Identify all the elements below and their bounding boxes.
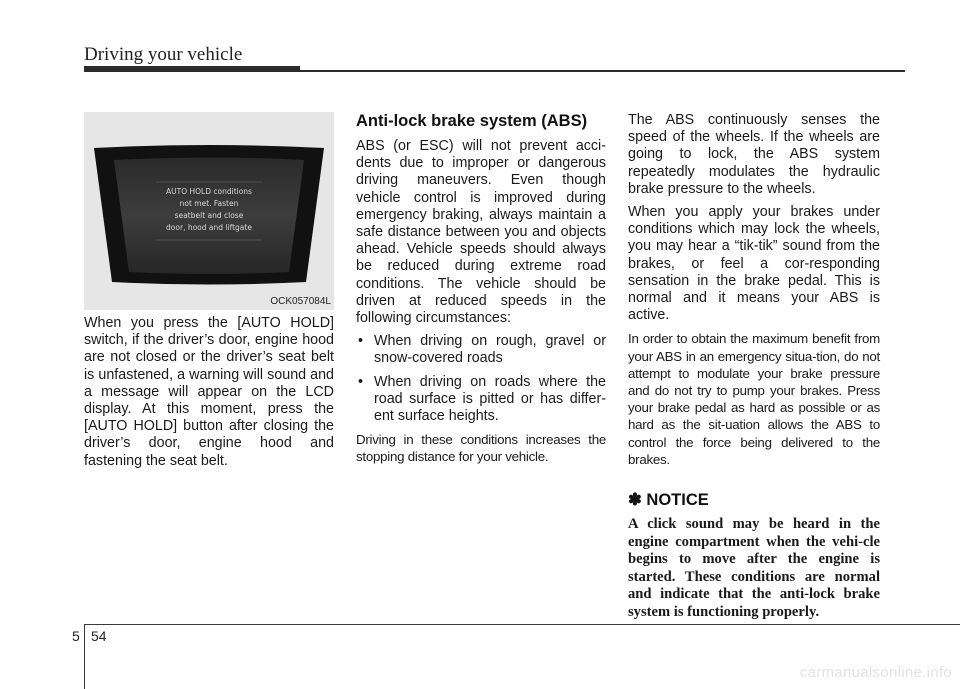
footer-divider	[84, 624, 85, 689]
header-rule-thick	[84, 66, 300, 72]
lcd-line: not met. Fasten	[179, 199, 239, 208]
list-item: • When driving on roads where the road surface is pitted or has differ-ent surface heights.	[356, 374, 606, 426]
page-header-title: Driving your vehicle	[84, 44, 243, 65]
list-item: • When driving on rough, gravel or snow-covered roads	[356, 333, 606, 367]
lcd-display-figure	[84, 112, 334, 310]
column-left	[84, 112, 334, 476]
auto-hold-paragraph: When you press the [AUTO HOLD] switch, if the driver’s door, engine hood are not closed or the driver’s seat belt is unfastened, a warning will sound and a message will appear on the LCD display. At this moment, press the [AUTO HOLD] button after closing the driver’s door, engine hood and fastening the seat belt.	[84, 315, 334, 469]
abs-intro-paragraph: ABS (or ESC) will not prevent acci-dents due to improper or dangerous driving maneuvers. Even though vehicle control is improved during emergency braking, always maintain a safe distance between you and objects ahead. Vehicle speeds should always be reduced during extreme road conditions. The vehicle should be driven at reduced speeds in the following circumstances:	[356, 138, 606, 327]
footer-rule	[84, 624, 960, 625]
abs-emergency-paragraph: In order to obtain the maximum benefit from your ABS in an emergency situa-tion, do not attempt to modulate your brake pressure and do not try to pump your brakes. Press your brake pedal as hard as possible or as hard as the sit-uation allows the ABS to control the force being delivered to the brakes.	[628, 331, 880, 467]
circumstances-list	[356, 333, 606, 425]
lcd-message	[84, 186, 334, 234]
header-rule-thin	[300, 70, 905, 72]
notice-body: A click sound may be heard in the engine compartment when the vehi-cle begins to move after the engine is started. These conditions are normal and indicate that the anti-lock brake system is functioning properly.	[628, 516, 880, 620]
lcd-line: door, hood and liftgate	[166, 223, 252, 232]
abs-sensing-paragraph: The ABS continuously senses the speed of the wheels. If the wheels are going to lock, the ABS system repeatedly modulates the hydraulic brake pressure to the wheels.	[628, 112, 880, 197]
figure-code: OCK057084L	[270, 296, 331, 307]
page-number: 54	[91, 628, 107, 644]
lcd-line: AUTO HOLD conditions	[166, 187, 252, 196]
column-middle	[356, 112, 606, 472]
watermark: carmanualsonline.info	[799, 664, 952, 681]
abs-sound-paragraph: When you apply your brakes under conditions which may lock the wheels, you may hear a “tik-tik” sound from the brakes, or feel a cor-responding sensation in the brake pedal. This is normal and it means your ABS is active.	[628, 204, 880, 324]
column-right	[628, 112, 880, 621]
notice-heading: ✽ NOTICE	[628, 491, 709, 510]
abs-section-heading: Anti-lock brake system (ABS)	[356, 112, 588, 130]
chapter-number: 5	[72, 628, 80, 644]
lcd-line: seatbelt and close	[174, 211, 244, 220]
stopping-distance-paragraph: Driving in these conditions increases the stopping distance for your vehicle.	[356, 432, 606, 465]
